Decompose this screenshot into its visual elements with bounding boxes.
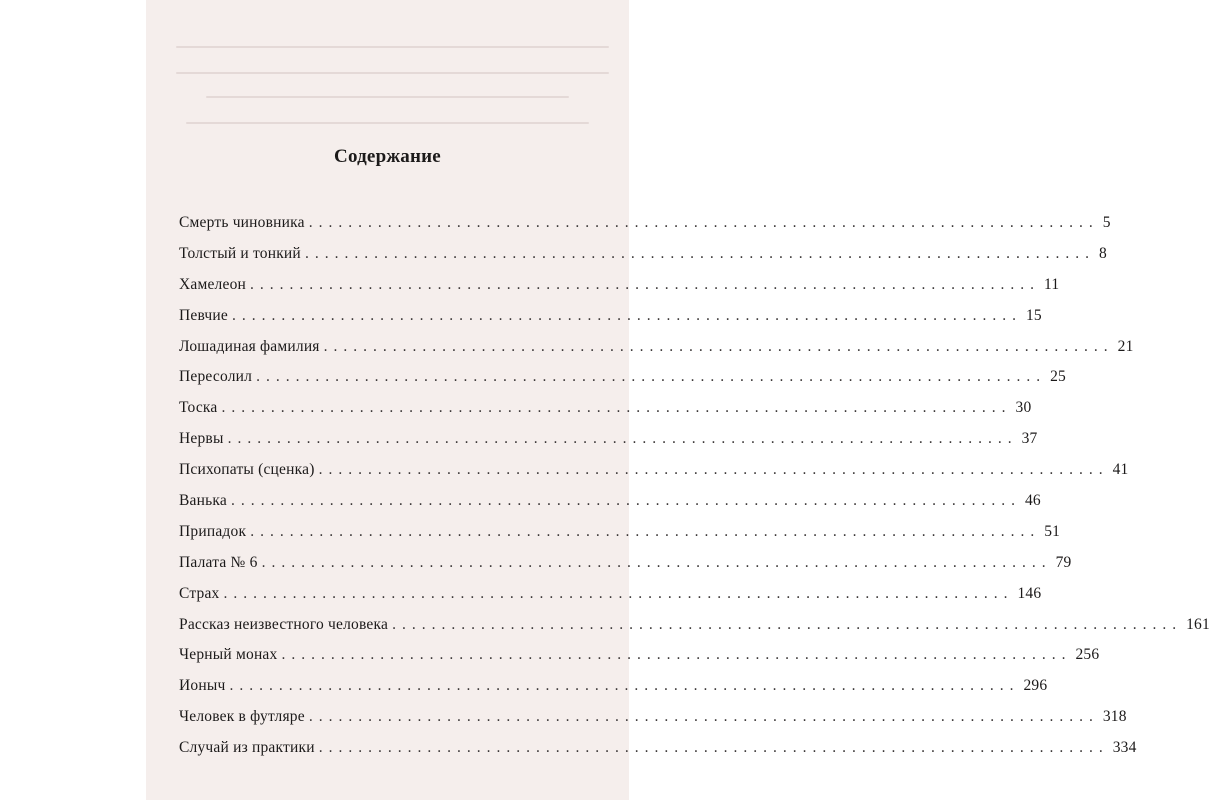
toc-entry-title: Певчие [179,306,228,324]
toc-entry [179,615,1210,647]
show-through-line [186,122,589,124]
toc-entry [179,492,1041,523]
toc-entry [179,739,1137,770]
toc-entry [179,399,1032,430]
toc-entry-page-number: 15 [1025,306,1042,324]
dot-leader: ................................................................................ [250,522,1041,540]
toc-entry-title: Черный монах [179,646,278,664]
toc-entry [179,337,1134,369]
dot-leader: ................................................................................ [231,306,1022,324]
toc-entry-title: Ванька [179,492,227,510]
toc-entry [179,368,1066,399]
toc-entry-title: Психопаты (сценка) [179,461,315,479]
toc-entry [179,430,1038,461]
dot-leader: ................................................................................ [230,492,1021,510]
toc-entry-page-number: 334 [1112,739,1137,757]
toc-entry-title: Тоска [179,399,218,417]
dot-leader: ................................................................................ [229,677,1020,695]
toc-entry-title: Толстый и тонкий [179,244,301,262]
toc-entry-title: Рассказ неизвестного человека [179,615,389,633]
book-page [146,0,1210,800]
toc-entry-title: Пересолил [179,368,253,386]
toc-entry-title: Человек в футляре [179,708,305,726]
toc-entry [179,553,1072,585]
toc-entry [179,677,1048,708]
toc-entry-page-number: 11 [1044,275,1060,293]
dot-leader: ................................................................................ [304,244,1095,262]
toc-entry-title: Нервы [179,430,224,448]
toc-entry [179,584,1042,616]
toc-entry-title: Хамелеон [179,275,247,293]
dot-leader: ................................................................................ [318,461,1109,479]
dot-leader: ................................................................................ [392,615,1183,633]
dot-leader: ................................................................................ [223,584,1014,602]
dot-leader: ................................................................................ [256,368,1047,386]
toc-entry-page-number: 5 [1102,214,1111,231]
dot-leader: ................................................................................ [261,553,1052,571]
toc-entry-title: Ионыч [179,677,226,695]
show-through-line [176,72,609,74]
toc-entry [179,214,1111,245]
toc-entry-title: Страх [179,584,220,602]
toc-entry [179,244,1107,276]
dot-leader: ................................................................................ [227,430,1018,448]
toc-entry-page-number: 41 [1112,461,1129,479]
toc-entry [179,522,1061,554]
toc-entry-title: Припадок [179,522,247,540]
toc-entry-page-number: 318 [1102,708,1127,726]
toc-entry [179,275,1060,307]
toc-entry-title: Смерть чиновника [179,214,305,231]
toc-entry-title: Палата № 6 [179,553,258,571]
toc-entry-page-number: 8 [1098,244,1107,262]
toc-entry-page-number: 37 [1021,430,1038,448]
toc-entry-page-number: 256 [1075,646,1100,664]
toc-entry-page-number: 21 [1117,337,1134,355]
toc-entry [179,306,1042,338]
table-of-contents [179,214,1210,770]
toc-entry [179,708,1127,739]
toc-entry [179,461,1129,492]
toc-entry-page-number: 146 [1017,584,1042,602]
dot-leader: ................................................................................ [281,646,1072,664]
show-through-line [176,46,609,48]
toc-entry-title: Случай из практики [179,739,315,757]
dot-leader: ................................................................................ [323,337,1114,355]
toc-entry-page-number: 296 [1023,677,1048,695]
dot-leader: ................................................................................ [250,275,1041,293]
show-through-line [206,96,569,98]
page-title: Содержание [334,146,441,167]
toc-entry-page-number: 161 [1186,615,1210,633]
dot-leader: ................................................................................ [308,214,1099,231]
toc-entry-page-number: 25 [1050,368,1066,386]
toc-entry-page-number: 46 [1024,492,1041,510]
dot-leader: ................................................................................ [318,739,1109,757]
dot-leader: ................................................................................ [221,399,1012,417]
toc-entry-title: Лошадиная фамилия [179,337,320,355]
toc-entry-page-number: 30 [1015,399,1032,417]
toc-entry [179,646,1100,677]
toc-entry-page-number: 79 [1055,553,1072,571]
toc-entry-page-number: 51 [1044,522,1061,540]
dot-leader: ................................................................................ [308,708,1099,726]
